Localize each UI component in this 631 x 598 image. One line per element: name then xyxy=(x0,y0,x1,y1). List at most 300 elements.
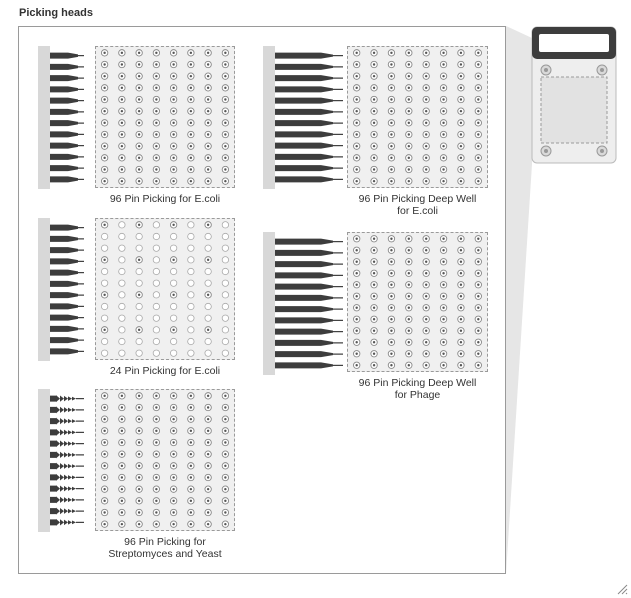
well xyxy=(458,270,464,276)
pin xyxy=(50,109,84,115)
well xyxy=(153,327,159,333)
pin xyxy=(50,429,84,436)
well xyxy=(188,498,194,504)
well xyxy=(205,73,211,79)
well xyxy=(119,143,125,149)
well xyxy=(388,155,394,161)
well xyxy=(188,166,194,172)
well xyxy=(188,245,194,251)
well xyxy=(136,50,142,56)
pin xyxy=(275,176,343,182)
well xyxy=(388,282,394,288)
well xyxy=(388,316,394,322)
well xyxy=(136,61,142,67)
pin xyxy=(275,239,343,245)
well xyxy=(371,293,377,299)
well xyxy=(119,350,125,356)
well xyxy=(222,428,228,434)
well xyxy=(205,108,211,114)
well xyxy=(458,236,464,242)
well xyxy=(222,303,228,309)
well xyxy=(406,270,412,276)
well xyxy=(119,222,125,228)
pin xyxy=(275,75,343,81)
well-grid xyxy=(95,218,235,360)
well xyxy=(101,393,107,399)
well xyxy=(205,268,211,274)
well xyxy=(440,178,446,184)
pin xyxy=(275,295,343,301)
well xyxy=(222,143,228,149)
well xyxy=(119,521,125,527)
pin xyxy=(50,406,84,413)
well xyxy=(136,268,142,274)
well xyxy=(406,293,412,299)
pin-array-icon xyxy=(263,232,343,375)
pin xyxy=(275,306,343,312)
well xyxy=(205,143,211,149)
well xyxy=(153,257,159,263)
well xyxy=(119,131,125,137)
well xyxy=(136,96,142,102)
well xyxy=(371,85,377,91)
caption-line2: Streptomyces and Yeast xyxy=(108,548,222,560)
well xyxy=(188,233,194,239)
well xyxy=(475,328,481,334)
well xyxy=(388,85,394,91)
well xyxy=(119,61,125,67)
well xyxy=(423,351,429,357)
well xyxy=(205,393,211,399)
well xyxy=(188,257,194,263)
well xyxy=(205,498,211,504)
well xyxy=(458,247,464,253)
well xyxy=(101,50,107,56)
caption-line1: 96 Pin Picking for E.coli xyxy=(109,193,221,205)
well xyxy=(188,416,194,422)
pin xyxy=(275,109,343,115)
well xyxy=(458,120,464,126)
pin xyxy=(50,395,84,402)
well xyxy=(205,463,211,469)
well-grid xyxy=(347,232,488,372)
well xyxy=(371,236,377,242)
well xyxy=(101,404,107,410)
head-card-96-ecoli[interactable] xyxy=(38,46,238,206)
well xyxy=(119,108,125,114)
well xyxy=(136,393,142,399)
well xyxy=(406,143,412,149)
well xyxy=(101,166,107,172)
well xyxy=(475,73,481,79)
pin xyxy=(50,270,84,276)
well xyxy=(170,143,176,149)
well xyxy=(101,108,107,114)
head-caption xyxy=(95,193,235,205)
well xyxy=(136,178,142,184)
pin xyxy=(50,315,84,321)
head-card-24-ecoli[interactable] xyxy=(38,218,238,380)
well xyxy=(101,315,107,321)
well xyxy=(119,96,125,102)
well xyxy=(353,166,359,172)
well xyxy=(388,50,394,56)
well xyxy=(170,166,176,172)
well xyxy=(188,155,194,161)
well xyxy=(406,131,412,137)
well xyxy=(353,73,359,79)
well xyxy=(170,315,176,321)
well xyxy=(222,155,228,161)
well xyxy=(101,257,107,263)
well xyxy=(222,268,228,274)
resize-grip-icon[interactable] xyxy=(616,583,628,595)
well xyxy=(136,338,142,344)
picking-head-device-icon xyxy=(531,26,617,166)
pin xyxy=(50,120,84,126)
well xyxy=(153,393,159,399)
well xyxy=(101,131,107,137)
well xyxy=(153,486,159,492)
well xyxy=(458,339,464,345)
well xyxy=(188,303,194,309)
well xyxy=(440,131,446,137)
well xyxy=(222,439,228,445)
well xyxy=(153,509,159,515)
well xyxy=(101,222,107,228)
well xyxy=(440,351,446,357)
pin xyxy=(275,317,343,323)
well xyxy=(205,292,211,298)
well xyxy=(205,474,211,480)
well xyxy=(205,233,211,239)
well xyxy=(136,327,142,333)
well xyxy=(353,316,359,322)
well xyxy=(440,61,446,67)
well xyxy=(371,316,377,322)
well xyxy=(119,166,125,172)
pin xyxy=(275,362,343,368)
well xyxy=(440,293,446,299)
well xyxy=(406,96,412,102)
pin xyxy=(275,154,343,160)
pin xyxy=(275,53,343,59)
well xyxy=(101,178,107,184)
well xyxy=(153,61,159,67)
well xyxy=(136,108,142,114)
pin xyxy=(50,519,84,526)
well xyxy=(388,293,394,299)
well xyxy=(101,61,107,67)
pin xyxy=(50,176,84,182)
well xyxy=(119,486,125,492)
pin xyxy=(50,281,84,287)
well xyxy=(101,451,107,457)
well xyxy=(406,73,412,79)
well xyxy=(119,338,125,344)
pin xyxy=(275,284,343,290)
well xyxy=(371,339,377,345)
well xyxy=(423,328,429,334)
well xyxy=(475,282,481,288)
well xyxy=(475,305,481,311)
well xyxy=(475,339,481,345)
well xyxy=(153,85,159,91)
well xyxy=(153,498,159,504)
well xyxy=(170,155,176,161)
well xyxy=(188,143,194,149)
head-caption xyxy=(347,193,488,217)
well xyxy=(371,282,377,288)
well xyxy=(136,73,142,79)
well xyxy=(475,316,481,322)
well xyxy=(353,362,359,368)
well xyxy=(170,178,176,184)
well xyxy=(388,96,394,102)
well xyxy=(440,339,446,345)
well xyxy=(188,85,194,91)
pin xyxy=(50,247,84,253)
well xyxy=(188,327,194,333)
well xyxy=(205,451,211,457)
well xyxy=(188,393,194,399)
pin xyxy=(50,225,84,231)
well xyxy=(423,178,429,184)
well xyxy=(136,463,142,469)
well xyxy=(475,236,481,242)
well xyxy=(458,351,464,357)
well xyxy=(188,521,194,527)
well xyxy=(440,143,446,149)
well xyxy=(371,247,377,253)
well xyxy=(101,498,107,504)
well xyxy=(136,451,142,457)
well xyxy=(371,50,377,56)
well xyxy=(388,143,394,149)
well xyxy=(170,521,176,527)
well xyxy=(170,393,176,399)
well xyxy=(136,257,142,263)
well xyxy=(406,282,412,288)
well xyxy=(153,245,159,251)
well xyxy=(119,303,125,309)
well xyxy=(119,292,125,298)
well xyxy=(222,393,228,399)
well xyxy=(170,131,176,137)
well xyxy=(440,73,446,79)
well xyxy=(353,282,359,288)
well xyxy=(153,463,159,469)
well xyxy=(188,131,194,137)
well xyxy=(153,521,159,527)
well xyxy=(170,96,176,102)
well xyxy=(475,120,481,126)
pin xyxy=(50,485,84,492)
well xyxy=(153,428,159,434)
well xyxy=(222,222,228,228)
well xyxy=(136,222,142,228)
well xyxy=(222,350,228,356)
well xyxy=(388,73,394,79)
well xyxy=(353,293,359,299)
well xyxy=(222,404,228,410)
pin xyxy=(275,329,343,335)
well xyxy=(353,108,359,114)
well xyxy=(170,303,176,309)
pin xyxy=(50,165,84,171)
well xyxy=(440,85,446,91)
well xyxy=(205,404,211,410)
well xyxy=(458,50,464,56)
well xyxy=(371,351,377,357)
well xyxy=(353,143,359,149)
well xyxy=(170,280,176,286)
well xyxy=(188,404,194,410)
well xyxy=(188,463,194,469)
well xyxy=(188,280,194,286)
well xyxy=(353,61,359,67)
well xyxy=(423,247,429,253)
head-card-96-streptomyces-yeast[interactable] xyxy=(38,389,238,565)
well-dots xyxy=(348,233,487,371)
well xyxy=(153,338,159,344)
well xyxy=(170,350,176,356)
well xyxy=(458,362,464,368)
pin xyxy=(50,348,84,354)
well xyxy=(119,463,125,469)
well xyxy=(475,293,481,299)
well xyxy=(371,108,377,114)
well xyxy=(136,439,142,445)
well xyxy=(170,108,176,114)
well xyxy=(423,293,429,299)
well xyxy=(101,268,107,274)
well xyxy=(170,73,176,79)
well xyxy=(458,73,464,79)
well xyxy=(153,131,159,137)
well xyxy=(153,73,159,79)
well xyxy=(153,233,159,239)
well xyxy=(170,120,176,126)
well xyxy=(423,143,429,149)
well xyxy=(205,327,211,333)
well xyxy=(101,327,107,333)
well xyxy=(371,259,377,265)
well xyxy=(388,305,394,311)
well xyxy=(353,247,359,253)
well xyxy=(136,143,142,149)
well xyxy=(440,316,446,322)
well xyxy=(136,315,142,321)
well xyxy=(101,143,107,149)
well xyxy=(205,222,211,228)
well xyxy=(388,120,394,126)
well xyxy=(119,404,125,410)
well xyxy=(423,108,429,114)
well xyxy=(222,257,228,263)
pin xyxy=(275,98,343,104)
well-dots xyxy=(96,47,234,187)
well xyxy=(153,416,159,422)
well xyxy=(423,50,429,56)
well xyxy=(170,268,176,274)
well xyxy=(475,143,481,149)
pin xyxy=(275,143,343,149)
well xyxy=(101,120,107,126)
pin xyxy=(275,86,343,92)
well xyxy=(153,280,159,286)
well xyxy=(440,259,446,265)
pin xyxy=(50,418,84,425)
well xyxy=(406,339,412,345)
well xyxy=(170,257,176,263)
well xyxy=(406,85,412,91)
well-dots xyxy=(348,47,487,187)
well xyxy=(205,155,211,161)
well xyxy=(136,404,142,410)
well xyxy=(119,315,125,321)
well xyxy=(188,428,194,434)
well xyxy=(170,245,176,251)
well xyxy=(119,474,125,480)
well xyxy=(188,108,194,114)
well xyxy=(475,155,481,161)
head-card-96-deepwell-phage[interactable] xyxy=(263,232,493,404)
well xyxy=(205,416,211,422)
well xyxy=(153,96,159,102)
well xyxy=(423,270,429,276)
pin xyxy=(275,340,343,346)
well xyxy=(119,73,125,79)
well xyxy=(222,315,228,321)
well xyxy=(101,350,107,356)
well xyxy=(188,486,194,492)
pin xyxy=(50,303,84,309)
well xyxy=(101,280,107,286)
well xyxy=(188,61,194,67)
well xyxy=(153,155,159,161)
well xyxy=(205,85,211,91)
well xyxy=(119,428,125,434)
well xyxy=(353,270,359,276)
well xyxy=(205,61,211,67)
well xyxy=(119,245,125,251)
well xyxy=(222,178,228,184)
well xyxy=(222,451,228,457)
well xyxy=(458,316,464,322)
pin xyxy=(275,165,343,171)
well xyxy=(458,282,464,288)
well xyxy=(388,247,394,253)
well xyxy=(222,245,228,251)
well xyxy=(188,474,194,480)
pin xyxy=(50,463,84,470)
pin-array-icon xyxy=(263,46,343,189)
head-card-96-deepwell-ecoli[interactable] xyxy=(263,46,493,218)
well xyxy=(170,292,176,298)
well xyxy=(153,120,159,126)
caption-line1: 24 Pin Picking for E.coli xyxy=(109,365,221,377)
well xyxy=(440,108,446,114)
well xyxy=(119,280,125,286)
pin xyxy=(275,272,343,278)
well xyxy=(188,509,194,515)
well xyxy=(136,245,142,251)
well xyxy=(371,143,377,149)
well xyxy=(170,451,176,457)
well xyxy=(188,96,194,102)
well xyxy=(188,222,194,228)
